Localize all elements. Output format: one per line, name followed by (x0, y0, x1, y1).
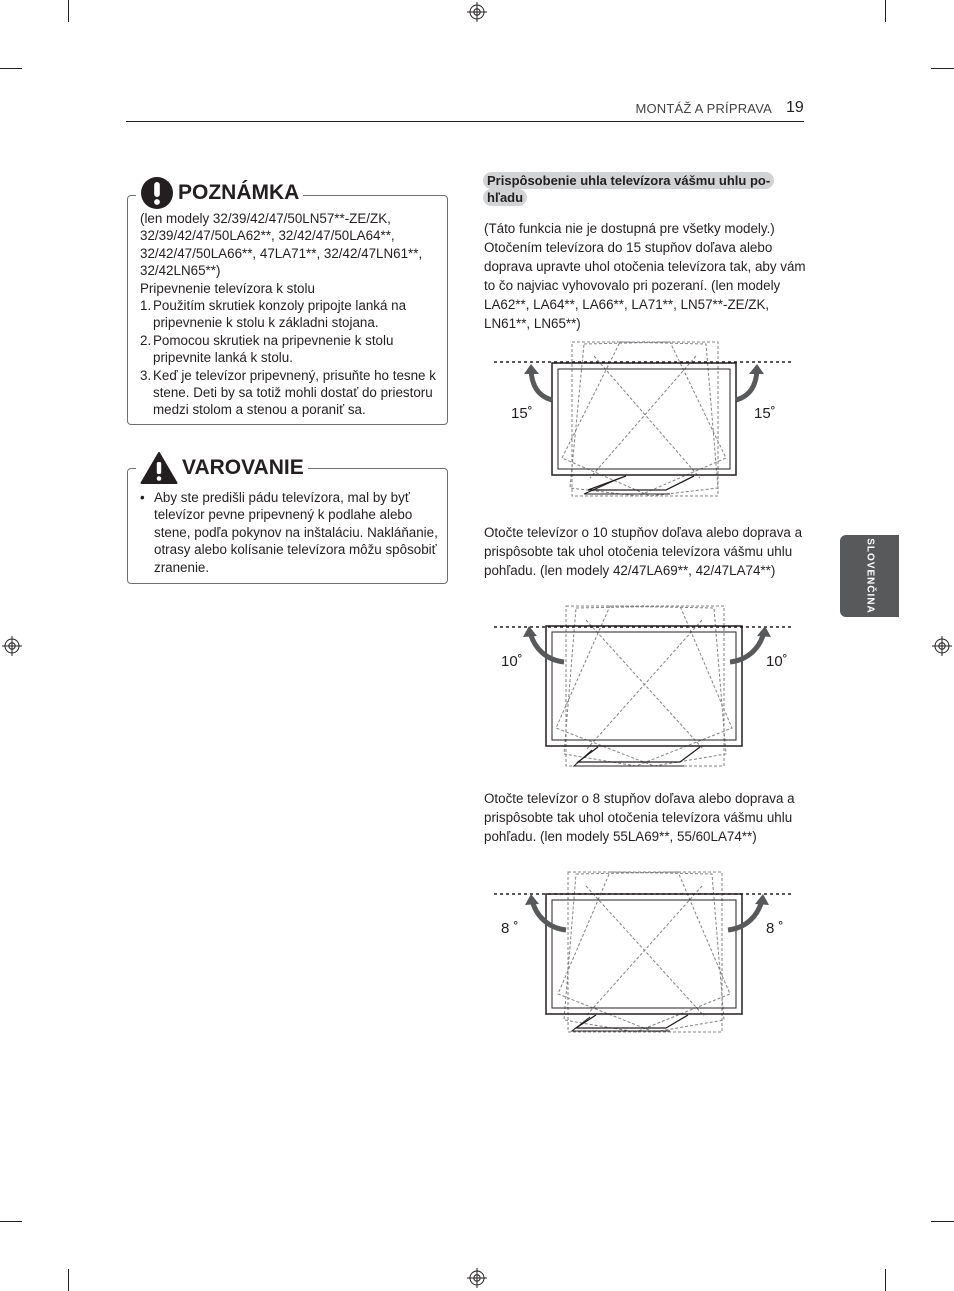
crop-mark (931, 1221, 954, 1222)
language-tab (840, 535, 899, 617)
angle-label-right: 10˚ (766, 653, 788, 670)
language-tab-label: SLOVENČINA (864, 538, 876, 614)
warning-box (127, 468, 448, 584)
registration-mark-icon (2, 636, 22, 656)
crop-mark (885, 0, 886, 22)
header-divider (126, 121, 804, 122)
swivel-paragraph-10: Otočte televízor o 10 stupňov doľava alebo doprava a prispôsobte tak uhol otočenia televízora vášmu uhlu pohľadu. (len modely 42/47LA69**, 42/47LA74**) (484, 525, 803, 578)
crop-mark (0, 1221, 22, 1222)
swivel-heading: Prispôsobenie uhla televízora vášmu uhlu po- hľadu (483, 172, 803, 206)
exclamation-circle-icon (140, 176, 174, 210)
note-box (127, 195, 448, 425)
swivel-paragraph-8: Otočte televízor o 8 stupňov doľava alebo doprava a prispôsobte tak uhol otočenia televízora vášmu uhlu pohľadu. (len modely 55LA69**, 55/60LA74**) (484, 791, 795, 844)
page-number: 19 (786, 99, 804, 116)
list-item: • Aby ste predišli pádu televízora, mal by byť televízor pevne pripevnený k podlahe alebo stene, podľa pokynov na inštaláciu. Nakláňanie, otrasy alebo kolísanie televízora môžu spôsobiť zranenie. (140, 490, 438, 575)
angle-label-left: 15˚ (511, 405, 533, 422)
crop-mark (68, 0, 69, 22)
angle-label-left: 10˚ (501, 653, 523, 670)
note-models: (len modely 32/39/42/47/50LN57**-ZE/ZK, 32/39/42/47/50LA62**, 32/42/47/50LA64**, 32/42/47/50LA66**, 47LA71**, 32/42/47LN61**, 32/42LN65**) (140, 211, 423, 279)
swivel-diagram-10 (490, 604, 796, 770)
list-item: 2. Pomocou skrutiek na pripevnenie k stolu pripevnite lanká k stolu. (140, 332, 394, 366)
angle-label-left: 8 ˚ (501, 920, 519, 937)
angle-label-right: 15˚ (754, 405, 776, 422)
angle-label-right: 8 ˚ (766, 920, 784, 937)
registration-mark-icon (467, 2, 487, 22)
note-steps (140, 297, 440, 419)
section-title: MONTÁŽ A PRÍPRAVA (635, 101, 772, 116)
warning-heading (136, 451, 308, 485)
swivel-diagram-8 (490, 870, 796, 1036)
list-item: 1. Použitím skrutiek konzoly pripojte lanká na pripevnenie k stolu k základni stojana. (140, 298, 407, 331)
note-heading (136, 176, 303, 210)
swivel-paragraph-15: (Táto funkcia nie je dostupná pre všetky modely.) Otočením televízora do 15 stupňov doľava alebo doprava upravte uhol otočenia televízora tak, aby vám to čo najviac vyhovovalo pri pozeraní. (len modely LA62**, LA64**, LA66**, LA71**, LN57**-ZE/ZK, LN61**, LN65**) (484, 221, 806, 331)
crop-mark (0, 68, 22, 69)
warning-triangle-icon (140, 451, 178, 485)
list-item: 3. Keď je televízor pripevnený, prisuňte ho tesne k stene. Deti by sa totiž mohli dostať do priestoru medzi stolom a stenou a poraniť sa. (140, 367, 436, 418)
note-intro: Pripevnenie televízora k stolu (140, 280, 315, 296)
crop-mark (68, 1269, 69, 1291)
crop-mark (885, 1269, 886, 1291)
registration-mark-icon (467, 1268, 487, 1288)
registration-mark-icon (932, 636, 952, 656)
note-title: POZNÁMKA (178, 181, 300, 204)
warning-text: Aby ste predišli pádu televízora, mal by byť televízor pevne pripevnený k podlahe alebo stene, podľa pokynov na inštaláciu. Nakláňanie, otrasy alebo kolísanie televízora môžu spôsobiť zranenie. (154, 490, 438, 575)
warning-title: VAROVANIE (182, 456, 304, 479)
crop-mark (931, 68, 954, 69)
